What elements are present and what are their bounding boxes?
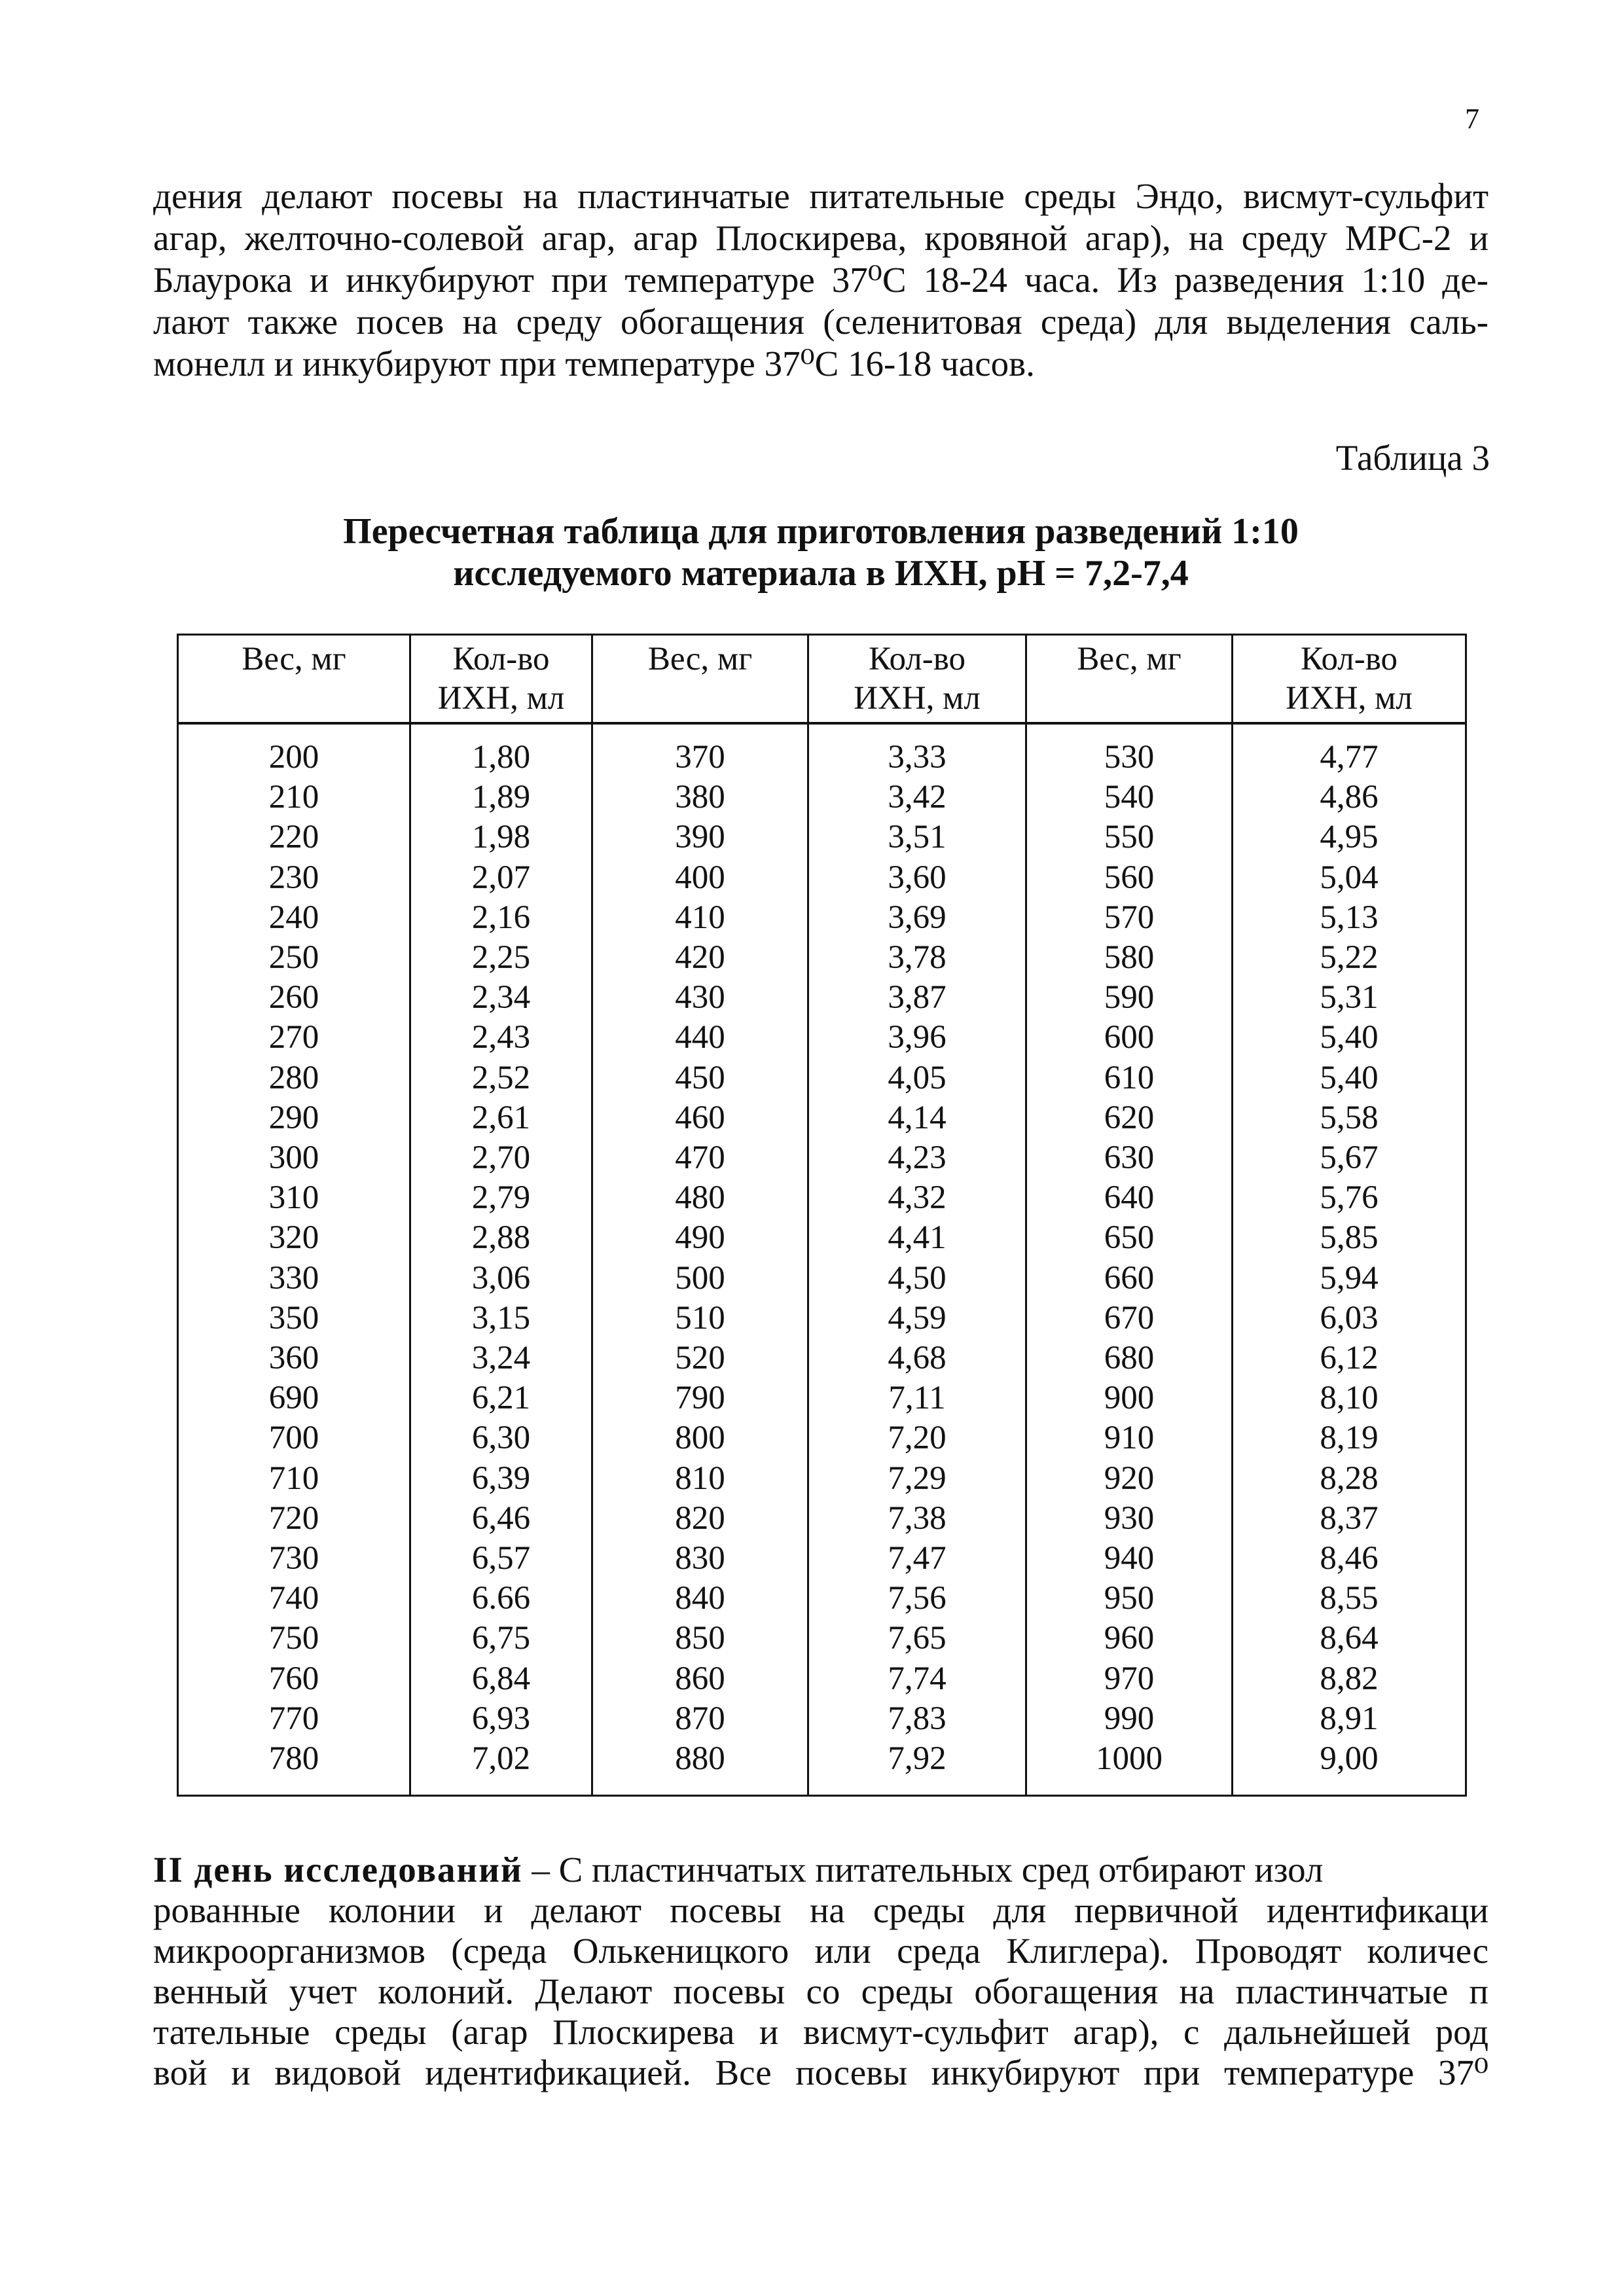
table-cell: 7,20 [808,1418,1026,1458]
table-cell: 7,56 [808,1579,1026,1619]
table-cell: 8,28 [1233,1459,1466,1499]
table-cell: 5,13 [1233,898,1466,938]
table-cell: 8,19 [1233,1418,1466,1458]
outro-line: рованные колонии и делают посевы на среды для первичной идентификаци [153,1890,1489,1930]
table-cell: 550 [1026,817,1233,857]
table-cell: 390 [592,817,808,857]
table-cell: 5,22 [1233,938,1466,978]
header-text: Вес, мг [242,641,346,677]
table-cell: 590 [1026,978,1233,1018]
table-cell: 820 [592,1499,808,1539]
table-row [178,1138,1466,1178]
table-row [178,1378,1466,1418]
table-cell: 8,10 [1233,1378,1466,1418]
table-cell: 8,82 [1233,1659,1466,1699]
table-cell: 630 [1026,1138,1233,1178]
table-cell: 2,07 [410,858,592,898]
outro-line: тательные среды (агар Плоскирева и висмут-сульфит агар), с дальнейшей род [153,2012,1489,2052]
table-body [178,723,1466,1796]
table-cell: 6,46 [410,1499,592,1539]
table-cell: 4,86 [1233,778,1466,817]
table-cell: 7,11 [808,1378,1026,1418]
table-cell: 2,61 [410,1098,592,1138]
table-row [178,778,1466,817]
table-cell: 970 [1026,1659,1233,1699]
day-two-heading: II день исследований [153,1850,523,1890]
table-cell: 4,68 [808,1338,1026,1378]
table-cell: 480 [592,1178,808,1218]
table-row [178,1418,1466,1458]
table-cell: 750 [178,1619,410,1659]
table-cell: 840 [592,1579,808,1619]
table-cell: 410 [592,898,808,938]
table-cell: 770 [178,1699,410,1739]
table-cell: 5,85 [1233,1218,1466,1258]
table-cell: 670 [1026,1299,1233,1338]
table-header-cell [1233,635,1466,724]
table-cell: 420 [592,938,808,978]
table-cell: 730 [178,1539,410,1579]
table-cell: 8,64 [1233,1619,1466,1659]
table-row [178,1098,1466,1138]
intro-line: агар, желточно-солевой агар, агар Плоскирева, кровяной агар), на среду МРС-2 и [153,218,1489,258]
intro-line: дения делают посевы на пластинчатые питательные среды Эндо, висмут-сульфит [153,176,1489,216]
table-cell: 1000 [1026,1739,1233,1796]
table-cell: 430 [592,978,808,1018]
table-cell: 330 [178,1259,410,1299]
table-cell: 620 [1026,1098,1233,1138]
table-cell: 530 [1026,723,1233,778]
table-cell: 6,30 [410,1418,592,1458]
table-cell: 950 [1026,1579,1233,1619]
table-cell: 260 [178,978,410,1018]
table-cell: 360 [178,1338,410,1378]
table-cell: 3,51 [808,817,1026,857]
table-cell: 4,50 [808,1259,1026,1299]
table-cell: 3,87 [808,978,1026,1018]
header-text: Кол-во [869,641,965,677]
table-cell: 5,58 [1233,1098,1466,1138]
table-cell: 720 [178,1499,410,1539]
table-cell: 6,84 [410,1659,592,1699]
table-cell: 7,74 [808,1659,1026,1699]
table-cell: 5,67 [1233,1138,1466,1178]
table-cell: 7,38 [808,1499,1026,1539]
table-row [178,1699,1466,1739]
table-cell: 370 [592,723,808,778]
table-cell: 2,79 [410,1178,592,1218]
table-cell: 790 [592,1378,808,1418]
page-number: 7 [1465,103,1479,135]
table-cell: 2,25 [410,938,592,978]
table-cell: 210 [178,778,410,817]
table-cell: 4,41 [808,1218,1026,1258]
table-row [178,1299,1466,1338]
table-row [178,1018,1466,1058]
header-text: ИХН, мл [1286,680,1413,717]
table-cell: 810 [592,1459,808,1499]
table-cell: 780 [178,1739,410,1796]
table-cell: 4,95 [1233,817,1466,857]
table-cell: 8,91 [1233,1699,1466,1739]
table-cell: 8,55 [1233,1579,1466,1619]
table-cell: 5,40 [1233,1018,1466,1058]
table-cell: 690 [178,1378,410,1418]
table-cell: 920 [1026,1459,1233,1499]
table-cell: 930 [1026,1499,1233,1539]
table-row [178,858,1466,898]
table-cell: 220 [178,817,410,857]
table-header-cell [808,635,1026,724]
table-cell: 6.66 [410,1579,592,1619]
table-row [178,898,1466,938]
table-cell: 510 [592,1299,808,1338]
table-row [178,978,1466,1018]
table-cell: 520 [592,1338,808,1378]
table-cell: 7,65 [808,1619,1026,1659]
table-cell: 490 [592,1218,808,1258]
table-cell: 9,00 [1233,1739,1466,1796]
table-row [178,1058,1466,1098]
table-cell: 1,89 [410,778,592,817]
table-cell: 4,23 [808,1138,1026,1178]
table-row [178,1259,1466,1299]
table-cell: 800 [592,1418,808,1458]
table-row [178,1619,1466,1659]
table-cell: 540 [1026,778,1233,817]
table-cell: 350 [178,1299,410,1338]
table-cell: 7,29 [808,1459,1026,1499]
table-cell: 2,43 [410,1018,592,1058]
table-cell: 6,57 [410,1539,592,1579]
table-cell: 2,16 [410,898,592,938]
table-cell: 440 [592,1018,808,1058]
table-cell: 3,24 [410,1338,592,1378]
table-cell: 3,69 [808,898,1026,938]
table-cell: 280 [178,1058,410,1098]
table-cell: 6,12 [1233,1338,1466,1378]
day-two-paragraph [153,1850,1489,2093]
outro-line [153,1850,1489,1890]
header-text: Вес, мг [1077,641,1182,677]
table-cell: 400 [592,858,808,898]
table-cell: 310 [178,1178,410,1218]
table-cell: 940 [1026,1539,1233,1579]
table-row [178,1579,1466,1619]
outro-line: венный учет колоний. Делают посевы со среды обогащения на пластинчатые п [153,1971,1489,2011]
table-cell: 910 [1026,1418,1233,1458]
table-header-row [178,635,1466,724]
table-cell: 240 [178,898,410,938]
table-cell: 3,33 [808,723,1026,778]
table-header-cell [410,635,592,724]
table-cell: 680 [1026,1338,1233,1378]
table-row [178,1499,1466,1539]
table-title-line: исследуемого материала в ИХН, рН = 7,2-7,4 [453,553,1189,594]
header-text: Кол-во [1301,641,1398,677]
table-cell: 250 [178,938,410,978]
table-cell: 710 [178,1459,410,1499]
table-cell: 700 [178,1418,410,1458]
table-row [178,1338,1466,1378]
table-cell: 610 [1026,1058,1233,1098]
table-cell: 640 [1026,1178,1233,1218]
table-cell: 760 [178,1659,410,1699]
table-row [178,1178,1466,1218]
table-row [178,1459,1466,1499]
outro-line: микроорганизмов (среда Олькеницкого или среда Клиглера). Проводят количес [153,1931,1489,1971]
intro-line: лают также посев на среду обогащения (селенитовая среда) для выделения саль- [153,302,1489,342]
table-header-cell [178,635,410,724]
table-cell: 230 [178,858,410,898]
outro-line: вой и видовой идентификацией. Все посевы инкубируют при температуре 37⁰ [153,2053,1489,2092]
table-cell: 740 [178,1579,410,1619]
table-title [153,511,1489,594]
header-text: ИХН, мл [854,680,981,717]
table-cell: 5,76 [1233,1178,1466,1218]
table-title-line: Пересчетная таблица для приготовления разведений 1:10 [343,511,1299,552]
table-cell: 300 [178,1138,410,1178]
table-cell: 5,04 [1233,858,1466,898]
table-cell: 4,77 [1233,723,1466,778]
header-text: ИХН, мл [437,680,565,717]
table-cell: 4,59 [808,1299,1026,1338]
table-cell: 450 [592,1058,808,1098]
table-cell: 470 [592,1138,808,1178]
table-row [178,723,1466,778]
table-row [178,817,1466,857]
table-cell: 320 [178,1218,410,1258]
table-cell: 1,80 [410,723,592,778]
table-cell: 2,52 [410,1058,592,1098]
table-cell: 1,98 [410,817,592,857]
outro-first-line-text: – С пластинчатых питательных сред отбирают изол [522,1850,1324,1890]
table-cell: 2,34 [410,978,592,1018]
table-cell: 270 [178,1018,410,1058]
table-cell: 7,02 [410,1739,592,1796]
table-cell: 5,94 [1233,1259,1466,1299]
table-cell: 290 [178,1098,410,1138]
table-cell: 830 [592,1539,808,1579]
table-row [178,1739,1466,1796]
table-cell: 3,60 [808,858,1026,898]
table-cell: 380 [592,778,808,817]
table-cell: 900 [1026,1378,1233,1418]
table-cell: 7,47 [808,1539,1026,1579]
table-cell: 3,96 [808,1018,1026,1058]
table-cell: 5,40 [1233,1058,1466,1098]
table-header-cell [1026,635,1233,724]
table-cell: 2,70 [410,1138,592,1178]
table-cell: 650 [1026,1218,1233,1258]
table-row [178,1539,1466,1579]
table-cell: 6,75 [410,1619,592,1659]
table-cell: 860 [592,1659,808,1699]
table-cell: 7,83 [808,1699,1026,1739]
intro-line: монелл и инкубируют при температуре 37⁰С 16-18 часов. [153,344,1035,384]
table-cell: 4,32 [808,1178,1026,1218]
table-header-cell [592,635,808,724]
table-cell: 870 [592,1699,808,1739]
table-row [178,938,1466,978]
table-cell: 3,06 [410,1259,592,1299]
intro-paragraph [153,175,1489,385]
table-row [178,1218,1466,1258]
table-cell: 990 [1026,1699,1233,1739]
table-cell: 4,05 [808,1058,1026,1098]
header-text: Вес, мг [647,641,753,677]
table-cell: 8,46 [1233,1539,1466,1579]
table-cell: 2,88 [410,1218,592,1258]
table-cell: 960 [1026,1619,1233,1659]
table-cell: 580 [1026,938,1233,978]
table-cell: 600 [1026,1018,1233,1058]
table-cell: 500 [592,1259,808,1299]
table-cell: 7,92 [808,1739,1026,1796]
table-cell: 3,78 [808,938,1026,978]
conversion-table [177,634,1467,1797]
header-text: Кол-во [452,641,550,677]
table-cell: 880 [592,1739,808,1796]
table-cell: 570 [1026,898,1233,938]
table-row [178,1659,1466,1699]
table-cell: 3,42 [808,778,1026,817]
table-cell: 6,21 [410,1378,592,1418]
table-cell: 460 [592,1098,808,1138]
table-cell: 200 [178,723,410,778]
table-cell: 5,31 [1233,978,1466,1018]
table-label: Таблица 3 [1335,438,1490,478]
table-cell: 850 [592,1619,808,1659]
table-cell: 3,15 [410,1299,592,1338]
table-cell: 4,14 [808,1098,1026,1138]
intro-line: Блаурока и инкубируют при температуре 37⁰С 18-24 часа. Из разведения 1:10 де- [153,260,1489,300]
table-cell: 6,93 [410,1699,592,1739]
table-cell: 660 [1026,1259,1233,1299]
table-cell: 8,37 [1233,1499,1466,1539]
table-cell: 560 [1026,858,1233,898]
table-cell: 6,03 [1233,1299,1466,1338]
table-cell: 6,39 [410,1459,592,1499]
